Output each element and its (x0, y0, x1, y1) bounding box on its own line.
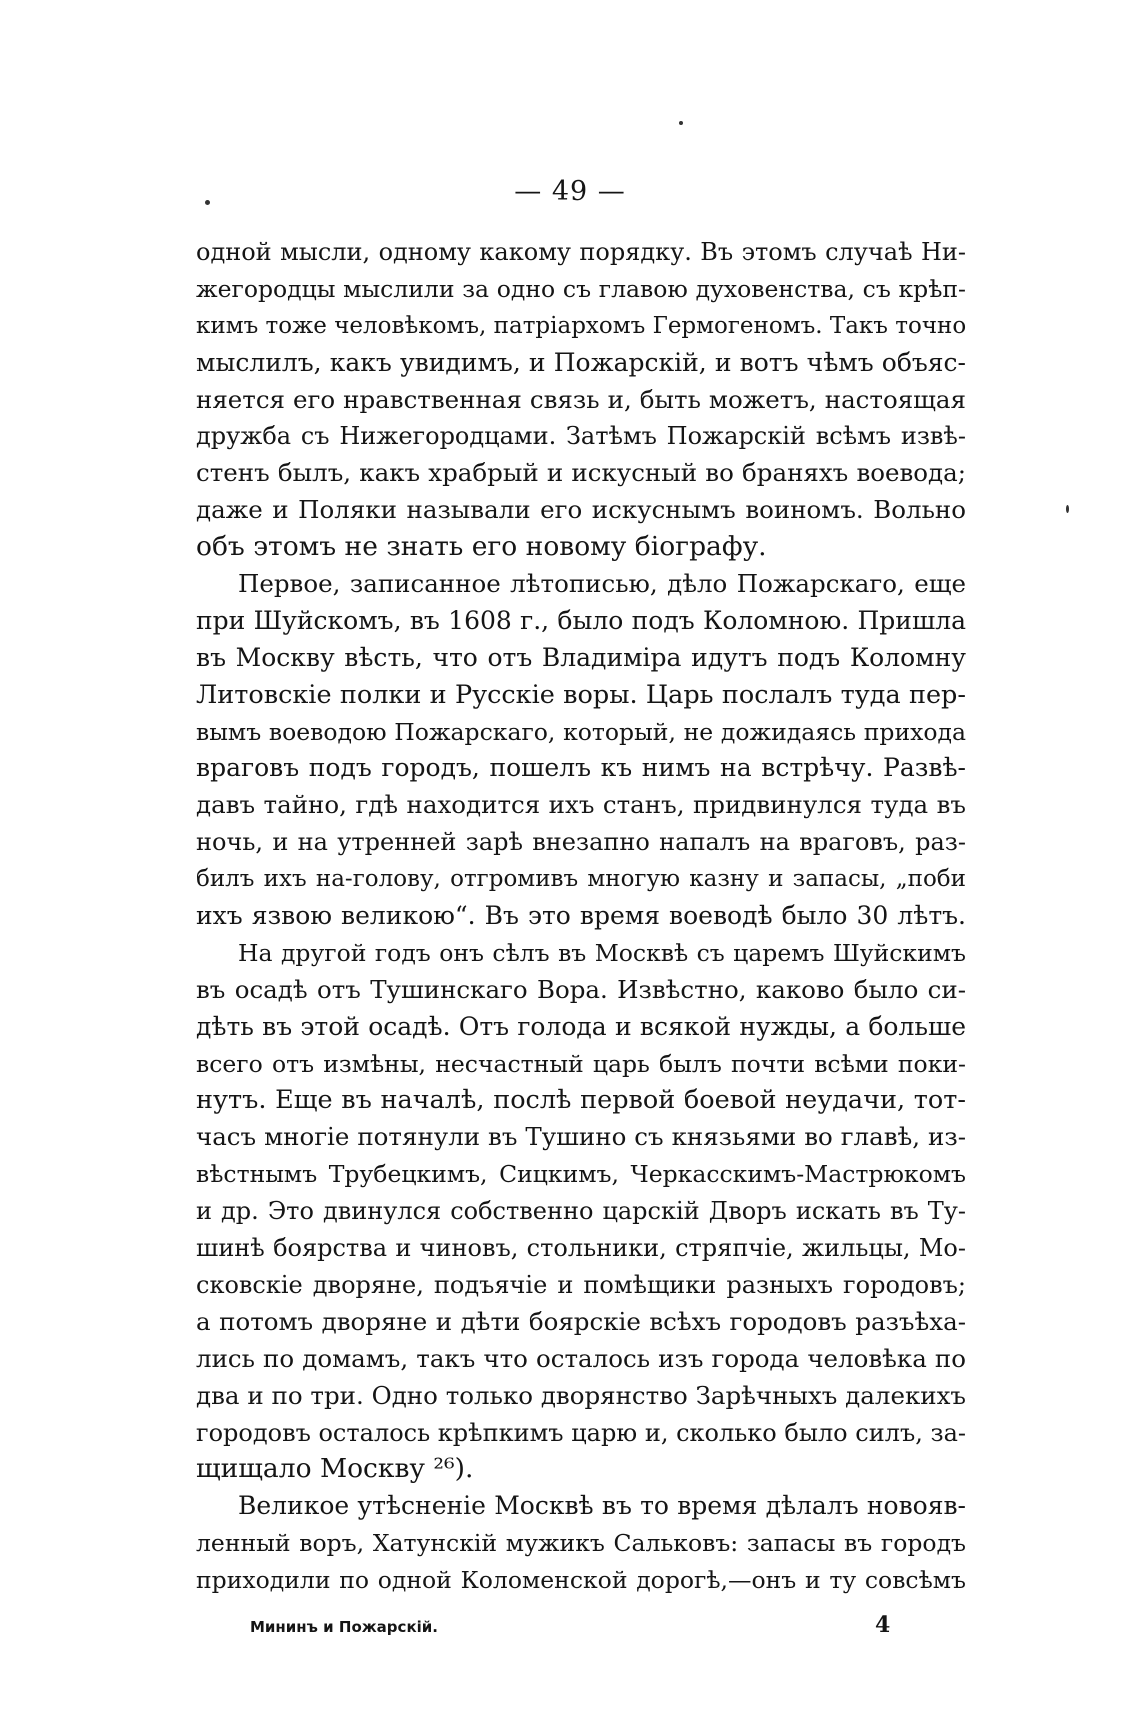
text-line: няется его нравственная связь и, быть можетъ, настоящая (196, 384, 966, 414)
text-line: городовъ осталось крѣпкимъ царю и, сколько было силъ, за- (196, 1418, 966, 1447)
text-line: вымъ воеводою Пожарскаго, который, не дожидаясь прихода (196, 717, 966, 746)
text-line: жегородцы мыслили за одно съ главою духовенства, съ крѣп- (196, 274, 966, 303)
text-line: кимъ тоже человѣкомъ, патріархомъ Гермогеномъ. Такъ точно (196, 312, 967, 339)
page-number: — 49 — (514, 176, 626, 207)
text-line: всего отъ измѣны, несчастный царь былъ почти всѣми поки- (196, 1049, 966, 1078)
text-line: приходили по одной Коломенской дорогѣ,—онъ и ту совсѣмъ (196, 1566, 966, 1595)
text-line: лись по домамъ, такъ что осталось изъ города человѣка по (196, 1343, 966, 1373)
text-line: дѣть въ этой осадѣ. Отъ голода и всякой нужды, а больше (196, 1011, 966, 1041)
text-line: сковскіе дворяне, подъячіе и помѣщики разныхъ городовъ; (196, 1270, 966, 1299)
text-line: часъ многіе потянули въ Тушино съ князьями во главѣ, из- (196, 1122, 966, 1152)
text-line: въ осадѣ отъ Тушинскаго Вора. Извѣстно, каково было си- (196, 974, 966, 1004)
text-line: билъ ихъ на-голову, отгромивъ многую казну и запасы, „поби (196, 866, 966, 893)
text-line: шинѣ боярства и чиновъ, стольники, стряпчіе, жильцы, Мо- (196, 1234, 966, 1263)
text-line: одной мысли, одному какому порядку. Въ этомъ случаѣ Ни- (196, 238, 966, 266)
text-line: и др. Это двинулся собственно царскій Дворъ искать въ Ту- (196, 1197, 966, 1226)
text-line: На другой годъ онъ сѣлъ въ Москвѣ съ царемъ Шуйскимъ (238, 938, 966, 967)
text-line: Первое, записанное лѣтописью, дѣло Пожарскаго, еще (238, 569, 966, 599)
text-line: при Шуйскомъ, въ 1608 г., было подъ Коломною. Пришла (196, 605, 966, 635)
text-line: два и по три. Одно только дворянство Зарѣчныхъ далекихъ (196, 1380, 966, 1410)
text-line: нутъ. Еще въ началѣ, послѣ первой боевой неудачи, тот- (196, 1085, 966, 1116)
text-line: давъ тайно, гдѣ находится ихъ станъ, придвинулся туда въ (196, 790, 966, 820)
text-line: враговъ подъ городъ, пошелъ къ нимъ на встрѣчу. Развѣ- (196, 753, 966, 783)
scan-speck (679, 121, 683, 125)
scan-speck (1066, 505, 1069, 513)
text-line: стенъ былъ, какъ храбрый и искусный во браняхъ воевода; (196, 458, 966, 488)
text-line: ихъ язвою великою“. Въ это время воеводѣ было 30 лѣтъ. (196, 901, 966, 931)
text-line: вѣстнымъ Трубецкимъ, Сицкимъ, Черкасскимъ-Мастрюкомъ (196, 1160, 966, 1189)
text-line: щищало Москву ²⁶). (196, 1453, 474, 1485)
text-line: мыслилъ, какъ увидимъ, и Пожарскій, и вотъ чѣмъ объяс- (196, 347, 966, 377)
text-line: ленный воръ, Хатунскій мужикъ Сальковъ: запасы въ городъ (196, 1529, 966, 1558)
body-text (196, 234, 966, 1599)
text-line: Литовскіе полки и Русскіе воры. Царь послалъ туда пер- (196, 679, 966, 710)
text-line: объ этомъ не знать его новому біографу. (196, 531, 767, 563)
text-line: дружба съ Нижегородцами. Затѣмъ Пожарскій всѣмъ извѣ- (196, 422, 966, 451)
footer-book-title: Мининъ и Пожарскій. (250, 1618, 438, 1636)
text-line: въ Москву вѣсть, что отъ Владиміра идутъ подъ Коломну (196, 642, 966, 672)
text-line: даже и Поляки называли его искуснымъ воиномъ. Вольно (196, 495, 966, 525)
text-line: ночь, и на утренней зарѣ внезапно напалъ на враговъ, раз- (196, 828, 966, 857)
signature-mark: 4 (875, 1612, 891, 1638)
text-line: Великое утѣсненіе Москвѣ въ то время дѣлалъ новояв- (238, 1491, 966, 1521)
text-line: а потомъ дворяне и дѣти боярскіе всѣхъ городовъ разъѣха- (196, 1306, 966, 1336)
